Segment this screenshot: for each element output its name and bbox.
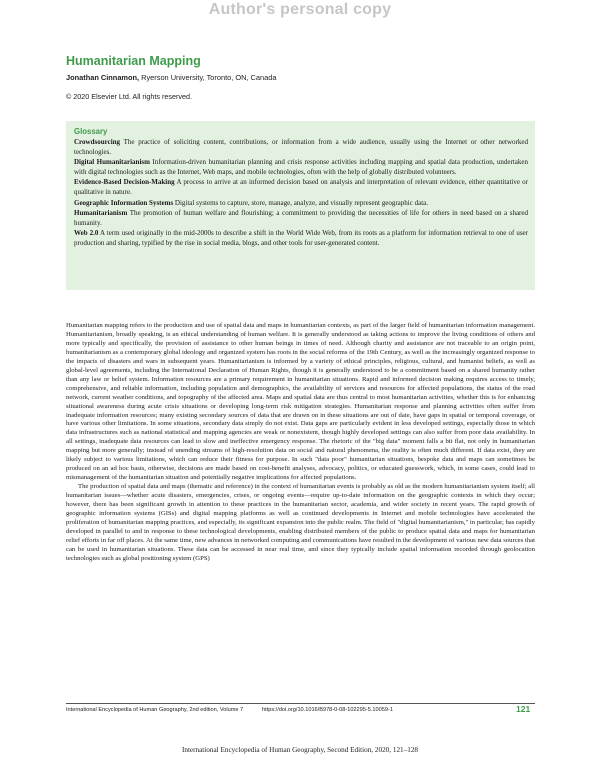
glossary-definition: Information-driven humanitarian planning and crisis response activities including mapping and spatial data production, undertaken with digital technologies such as the Internet, Web maps, and mobile technologies, often with the help of globally distributed volunteers. xyxy=(74,158,528,176)
glossary-term: Geographic Information Systems xyxy=(74,198,174,207)
page-number: 121 xyxy=(516,704,531,714)
footer-divider xyxy=(66,703,535,704)
glossary-entry xyxy=(74,229,528,248)
glossary-entry xyxy=(74,158,528,177)
glossary-definition: The promotion of human welfare and flourishing; a commitment to providing the necessities of life for others in need based on a shared humanity. xyxy=(74,209,528,227)
author-line xyxy=(66,73,276,82)
glossary-entry xyxy=(74,178,528,197)
footer-journal-title: International Encyclopedia of Human Geography, 2nd edition, Volume 7 xyxy=(66,707,244,713)
glossary-definition: A process to arrive at an informed decision based on analysis and interpretation of relevant evidence, either quantitative or qualitative in nature. xyxy=(74,178,529,196)
glossary-term: Web 2.0 xyxy=(74,229,99,238)
glossary-definition: Digital systems to capture, store, manage, analyze, and visually represent geographic data. xyxy=(173,198,428,207)
body-paragraph: Humanitarian mapping refers to the production and use of spatial data and maps in humanitarian contexts, as part of the larger field of humanitarian information management. Humanitarianism, broadly speaking, is an ethical understanding of human welfare. It is generally understood as taking actions to improve the living conditions of others and more typically and specifically, the provision of assistance to other human beings in times of need. Although charity and assistance are not traceable to an origin point, humanitarianism as a contemporary global ideology and organized system has roots in the social reforms of the 19th Century, as well as the increasingly organized response to the impacts of disasters and wars in subsequent years. Humanitarianism is informed by a variety of ethical principles, religious, cultural, and humanist beliefs, as well as global-level agreements, including the International Declaration of Human Rights, though it is generally understood to be a commitment based on a shared humanity rather than any law or belief system. Information resources are a primary requirement in humanitarian situations. Rapid and informed decision making requires access to timely, comprehensive, and reliable information, including population and demographics, the availability of services and resources for affected populations, the status of the road network, current weather conditions, and topography of the affected area. Maps and spatial data are thus central to most humanitarian activities, whether this is for enhancing situational awareness during acute crisis situations or developing long-term risk mitigation strategies. Humanitarian response and planning activities often suffer from inadequate information resources; many existing secondary sources of data that are drawn on in these situations are out of date, have gaps in spatial or temporal coverage, or have various other limitations. In some situations, secondary data simply do not exist. Data gaps are particularly evident in less developed settings, especially those in which data infrastructures such as national statistical and mapping agencies are weak or nonexistent, though highly developed settings can also suffer from poor data availability. In all settings, inadequate data resources can lead to slow and ineffective emergency response. The rhetoric of the "big data" moment falls a bit flat, not only in humanitarian mapping but more generally; instead of unending streams of high-resolution data on social and natural phenomena, the reality is often much different. If data exist, they are likely subject to various limitations, which can reduce their fitness for purpose. In such "data poor" humanitarian situations, bespoke data and maps can sometimes be produced on an ad hoc basis, otherwise, decisions are made based on cost-benefit analyses, advocacy, politics, or educated guesswork, which, in some cases, could lead to mismanagement of the humanitarian situation and potentially negative implications for affected populations. xyxy=(66,322,535,482)
glossary-definition: A term used originally in the mid-2000s to describe a shift in the World Wide Web, from its roots as a platform for information retrieval to one of user production and sharing, typified by the rise in social media, blogs, and other tools for user-generated content. xyxy=(74,229,528,247)
footer-doi-link[interactable]: https://doi.org/10.1016/B978-0-08-102295-5.10059-1 xyxy=(262,707,393,713)
glossary-heading: Glossary xyxy=(74,127,108,136)
glossary-definition: The practice of soliciting content, contributions, or information from a wide audience, usually using the Internet or other networked technologies. xyxy=(74,138,528,156)
glossary-term: Digital Humanitarianism xyxy=(74,158,150,167)
glossary-entry xyxy=(74,199,528,209)
glossary-term: Evidence-Based Decision-Making xyxy=(74,178,175,187)
glossary-term: Crowdsourcing xyxy=(74,138,121,146)
author-name: Jonathan Cinnamon, xyxy=(66,73,140,82)
citation-line: International Encyclopedia of Human Geography, Second Edition, 2020, 121–128 xyxy=(181,746,419,754)
body-paragraph: The production of spatial data and maps (thematic and reference) in the context of humanitarian events is probably as old as the modern humanitarianism system itself; all humanitarian issues—whether acute disasters, emergencies, crises, or ongoing events—require up-to-date information on the geographic contexts in which they occur; however, there has been significant growth in attention to these practices in the humanitarian sector, academia, and wider society in recent years. The rapid growth of geographic information systems (GISs) and digital mapping platforms as well as continued developments in Internet and mobile technologies have accelerated the proliferation of humanitarian mapping practices, and especially, its significant expansion into the public realm. The field of "digital humanitarianism," in particular, has rapidly developed in parallel to and in response to these technological developments, enabling distributed members of the public to produce spatial data and maps for humanitarian relief efforts in far off places. At the same time, new advances in networked computing and communications have resulted in the development of various new data sources that can be used in humanitarian situations. These data can be accessed in near real time, and since they typically include spatial information recorded through geolocation technologies such as global positioning system (GPS) xyxy=(66,483,535,562)
glossary-box xyxy=(66,121,535,290)
article-title: Humanitarian Mapping xyxy=(66,54,201,68)
copyright-notice: © 2020 Elsevier Ltd. All rights reserved. xyxy=(66,92,192,101)
author-affiliation: Ryerson University, Toronto, ON, Canada xyxy=(139,73,277,82)
article-body xyxy=(66,322,535,564)
glossary-term: Humanitarianism xyxy=(74,209,128,218)
watermark-banner: Author's personal copy xyxy=(208,1,392,18)
glossary-entry xyxy=(74,138,528,157)
glossary-entry xyxy=(74,209,528,228)
